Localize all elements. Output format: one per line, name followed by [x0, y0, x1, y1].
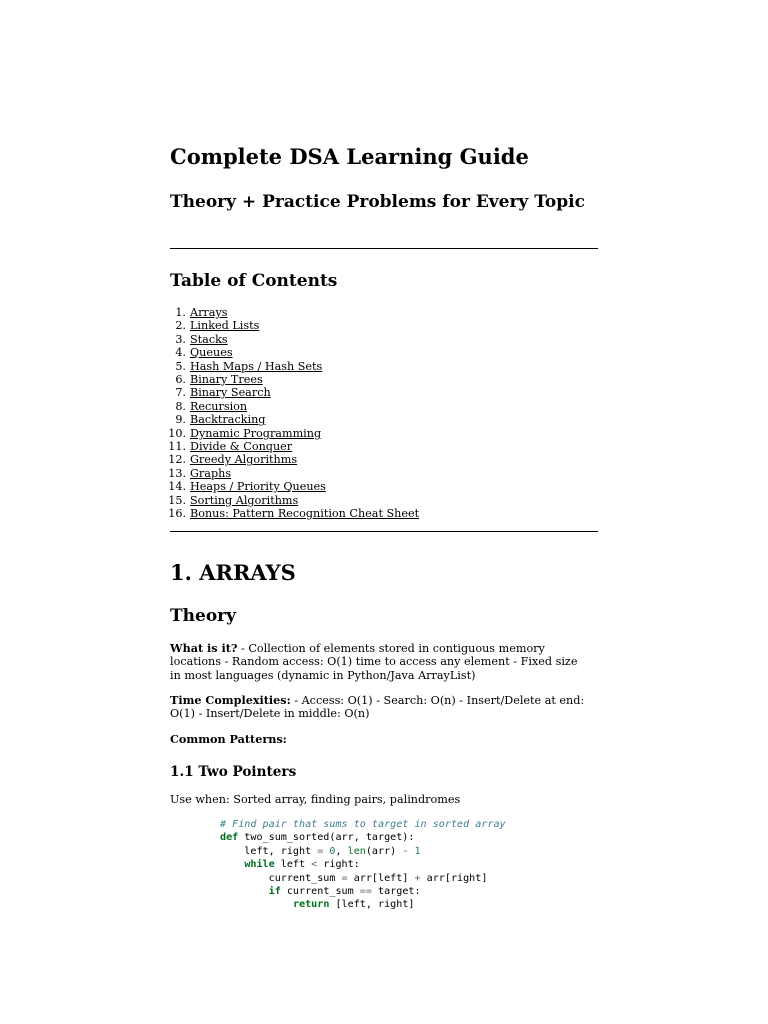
- toc-link[interactable]: Queues: [190, 346, 233, 360]
- code-text: left: [274, 859, 312, 871]
- code-operator: <: [311, 859, 318, 871]
- toc-item-number: 2.: [175, 319, 186, 333]
- code-keyword: if: [268, 886, 281, 898]
- toc-item: [170, 427, 419, 440]
- code-text: right:: [317, 859, 360, 871]
- toc-item: [170, 360, 419, 373]
- common-patterns-paragraph: [170, 733, 590, 746]
- code-operator: =: [341, 872, 348, 884]
- toc-item-number: 7.: [175, 386, 186, 400]
- toc-item-number: 3.: [175, 332, 186, 346]
- toc-link[interactable]: Bonus: Pattern Recognition Cheat Sheet: [190, 507, 420, 521]
- toc-item: [170, 373, 419, 386]
- code-text: current_sum: [280, 886, 360, 898]
- code-text: (arr): [365, 845, 403, 857]
- code-builtin: len: [347, 845, 366, 857]
- code-text: arr[left]: [347, 872, 415, 884]
- code-text: [left, right]: [329, 899, 415, 911]
- toc-link[interactable]: Heaps / Priority Queues: [190, 480, 326, 494]
- divider: [170, 248, 598, 249]
- toc-item-number: 9.: [175, 413, 186, 427]
- code-text: two_sum_sorted(arr, target):: [238, 832, 415, 844]
- code-operator: =: [317, 845, 324, 857]
- toc-item: [170, 306, 419, 319]
- toc-link[interactable]: Linked Lists: [190, 319, 260, 333]
- toc-link[interactable]: Divide & Conquer: [190, 440, 293, 454]
- code-keyword: def: [220, 832, 239, 844]
- toc-item-number: 6.: [175, 373, 186, 387]
- toc-item: [170, 507, 419, 520]
- document-title: Complete DSA Learning Guide: [170, 144, 529, 169]
- toc-item-number: 1.: [175, 306, 186, 319]
- toc-item: [170, 480, 419, 493]
- use-when-text: Use when: Sorted array, finding pairs, palindromes: [170, 793, 461, 806]
- toc-item-number: 12.: [168, 453, 186, 467]
- what-is-it-paragraph: [170, 642, 590, 682]
- toc-link[interactable]: Arrays: [190, 306, 228, 319]
- code-number: 1: [414, 845, 421, 857]
- toc-item-number: 4.: [175, 346, 186, 360]
- toc-link[interactable]: Greedy Algorithms: [190, 453, 298, 467]
- table-of-contents: [170, 306, 419, 521]
- toc-item: [170, 333, 419, 346]
- what-is-it-text: - Collection of elements stored in contiguous memory locations - Random access: O(1) time to access any element - Fixed size in most languages (dynamic in Python/Java ArrayList): [170, 642, 578, 682]
- toc-item: [170, 400, 419, 413]
- toc-heading: Table of Contents: [170, 271, 338, 291]
- two-pointers-heading: 1.1 Two Pointers: [170, 764, 297, 780]
- toc-item: [170, 440, 419, 453]
- code-number: 0: [329, 845, 336, 857]
- toc-item: [170, 453, 419, 466]
- toc-item: [170, 319, 419, 332]
- toc-item-number: 15.: [168, 493, 186, 507]
- section-heading: 1. ARRAYS: [170, 560, 296, 585]
- code-text: arr[right]: [420, 872, 488, 884]
- divider: [170, 531, 598, 532]
- toc-item: [170, 346, 419, 359]
- toc-item: [170, 413, 419, 426]
- code-comment: # Find pair that sums to target in sorted array: [220, 819, 506, 830]
- what-is-it-label: What is it?: [170, 641, 238, 655]
- toc-item-number: 11.: [168, 440, 186, 454]
- toc-link[interactable]: Binary Trees: [190, 373, 263, 387]
- code-text: target:: [371, 886, 421, 898]
- toc-link[interactable]: Sorting Algorithms: [190, 493, 299, 507]
- toc-item: [170, 494, 419, 507]
- time-complexities-text: - Access: O(1) - Search: O(n) - Insert/Delete at end: O(1) - Insert/Delete in middle: O(n): [170, 694, 585, 721]
- toc-link[interactable]: Stacks: [190, 332, 228, 346]
- time-complexities-paragraph: [170, 694, 590, 721]
- toc-link[interactable]: Dynamic Programming: [190, 426, 322, 440]
- toc-item-number: 16.: [168, 507, 186, 521]
- code-text: left, right: [220, 845, 318, 857]
- time-complexities-label: Time Complexities:: [170, 693, 291, 707]
- toc-item: [170, 467, 419, 480]
- code-operator: +: [414, 872, 421, 884]
- common-patterns-label: Common Patterns:: [170, 732, 287, 746]
- toc-item-number: 13.: [168, 466, 186, 480]
- toc-link[interactable]: Backtracking: [190, 413, 266, 427]
- toc-link[interactable]: Binary Search: [190, 386, 271, 400]
- toc-link[interactable]: Graphs: [190, 466, 232, 480]
- toc-item-number: 5.: [175, 359, 186, 373]
- code-operator: ==: [359, 886, 372, 898]
- theory-heading: Theory: [170, 606, 236, 626]
- code-text: current_sum: [220, 872, 342, 884]
- code-keyword: return: [292, 899, 330, 911]
- toc-link[interactable]: Hash Maps / Hash Sets: [190, 359, 323, 373]
- toc-item-number: 8.: [175, 399, 186, 413]
- toc-item-number: 10.: [168, 426, 186, 440]
- code-keyword: while: [244, 859, 275, 871]
- toc-item-number: 14.: [168, 480, 186, 494]
- toc-link[interactable]: Recursion: [190, 399, 248, 413]
- document-subtitle: Theory + Practice Problems for Every Topic: [170, 192, 585, 212]
- toc-item: [170, 386, 419, 399]
- code-block: # Find pair that sums to target in sorted array def two_sum_sorted(arr, target): left, right = 0, len(arr) - 1 while left < right: current_sum = arr[left] + arr[right] if current_sum == target: return [left, right]: [220, 819, 506, 911]
- code-operator: -: [402, 845, 409, 857]
